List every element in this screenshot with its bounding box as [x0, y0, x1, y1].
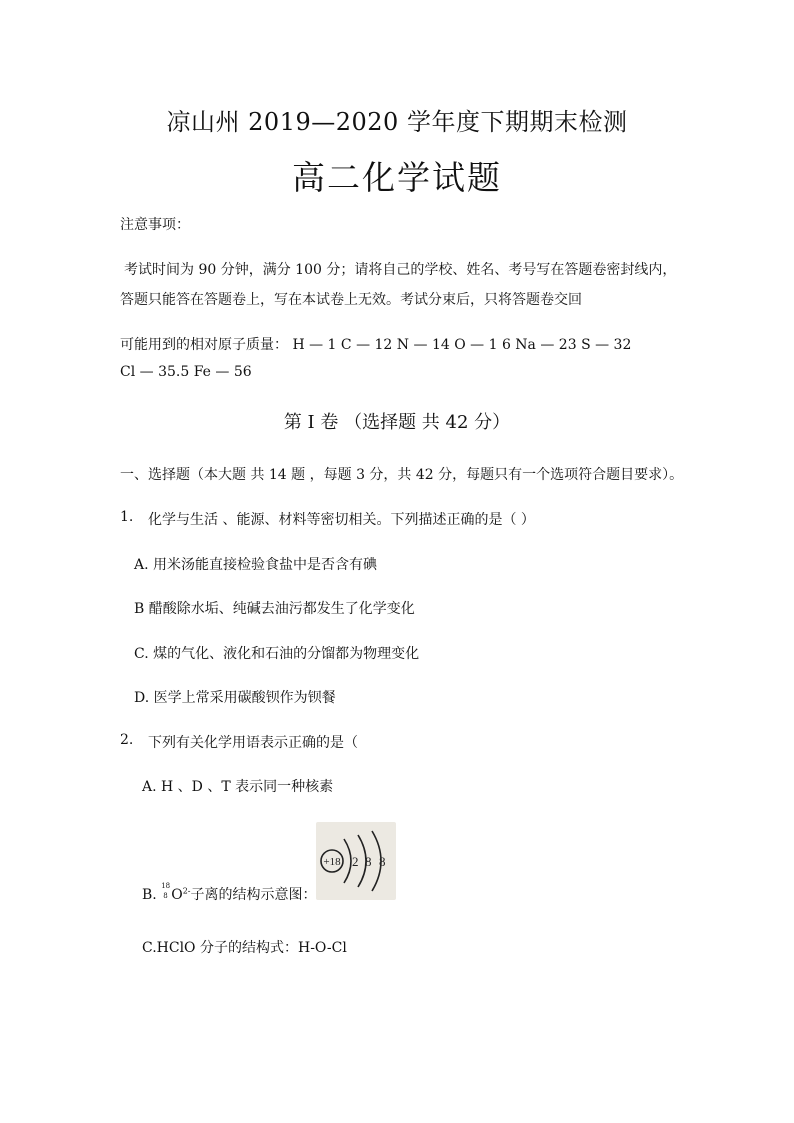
ion-structure-diagram	[316, 822, 396, 900]
q2-option-c: C.HClO 分子的结构式：H-O-Cl	[142, 940, 347, 956]
ion-charge: 2-	[182, 886, 191, 896]
atomic-number: 8	[163, 892, 168, 900]
atomic-mass-line-2: Cl — 35.5 Fe — 56	[120, 364, 252, 380]
q1-option-a: A. 用米汤能直接检验食盐中是否含有碘	[134, 557, 378, 573]
shell-electrons-3: 8	[379, 854, 386, 869]
q2-option-b-text: 子离的结构示意图：	[190, 887, 317, 903]
q1-number: 1.	[120, 509, 134, 525]
section-instructions: 一、选择题（本大题 共 14 题 ，每题 3 分，共 42 分，每题只有一个选项符合题目要求）。	[120, 467, 684, 483]
mass-number: 18	[161, 882, 171, 890]
exam-subtitle: 高二化学试题	[292, 158, 502, 197]
exam-title: 凉山州 2019—2020 学年度下期期末检测	[166, 108, 628, 136]
nucleus-charge: +18	[323, 856, 341, 868]
atomic-mass-line-1: 可能用到的相对原子质量： H — 1 C — 12 N — 14 O — 1 6 Na — 23 S — 32	[120, 337, 632, 353]
ion-structure-svg	[316, 822, 396, 900]
q2-number: 2.	[120, 732, 134, 748]
notice-line-2: 答题只能答在答题卷上，写在本试卷上无效。考试分束后，只将答题卷交回	[120, 292, 582, 308]
notice-heading: 注意事项：	[120, 217, 190, 233]
isotope-notation	[161, 882, 171, 902]
section-title: 第 I 卷 （选择题 共 42 分）	[283, 412, 511, 433]
q2-option-a: A. H 、D 、T 表示同一种核素	[142, 779, 334, 795]
element-symbol: O	[171, 887, 183, 903]
shell-electrons-1: 2	[352, 854, 359, 869]
q1-option-b: B 醋酸除水垢、纯碱去油污都发生了化学变化	[134, 601, 415, 617]
q1-stem: 化学与生活 、能源、材料等密切相关。下列描述正确的是（ ）	[148, 512, 535, 528]
q1-option-d: D. 医学上常采用碳酸钡作为钡餐	[134, 690, 336, 706]
shell-electrons-2: 8	[365, 854, 372, 869]
electron-shell-arc-1	[344, 839, 351, 883]
q2-option-b-label: B.	[142, 887, 157, 903]
notice-line-1: 考试时间为 90 分钟，满分 100 分；请将自己的学校、姓名、考号写在答题卷密封线内，	[124, 262, 677, 278]
q2-stem: 下列有关化学用语表示正确的是（	[148, 735, 358, 751]
q2-option-b	[142, 884, 316, 904]
q1-option-c: C. 煤的气化、液化和石油的分馏都为物理变化	[134, 646, 420, 662]
